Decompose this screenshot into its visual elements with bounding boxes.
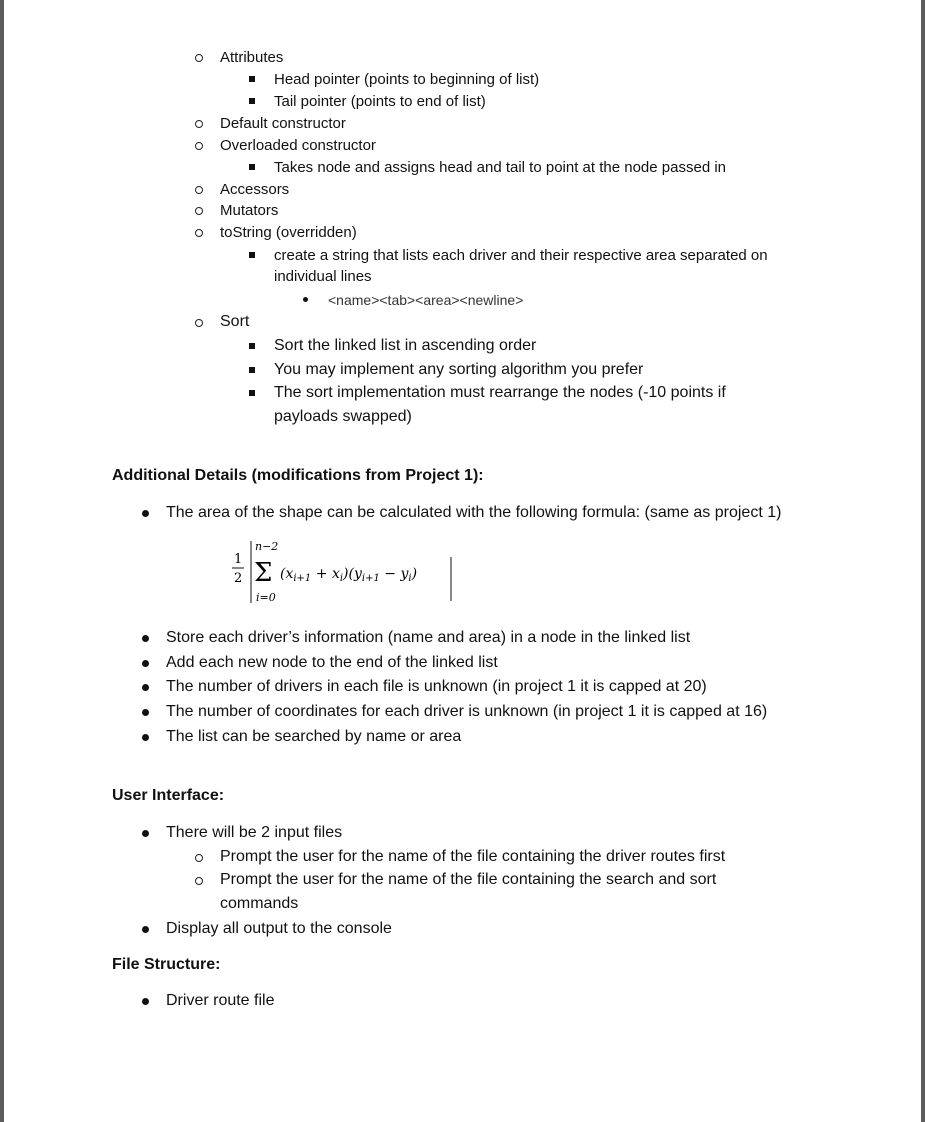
ui-sub-item-2-line-2: commands xyxy=(220,895,299,912)
circle-bullet xyxy=(195,120,203,128)
outline-sort-item-3-line-2: payloads swapped) xyxy=(274,408,412,425)
dot-bullet xyxy=(142,684,149,691)
dot-bullet xyxy=(142,926,149,933)
circle-bullet xyxy=(195,877,203,885)
file-structure-item-1: Driver route file xyxy=(166,992,275,1009)
outline-mutators: Mutators xyxy=(220,202,279,219)
page-right-edge xyxy=(921,0,925,1122)
additional-item-2: Add each new node to the end of the linked list xyxy=(166,654,498,671)
outline-head-pointer: Head pointer (points to beginning of list) xyxy=(274,71,540,88)
circle-bullet xyxy=(195,142,203,150)
formula-upper-limit: n−2 xyxy=(255,540,279,553)
outline-default-constructor: Default constructor xyxy=(220,115,346,132)
square-bullet xyxy=(249,76,255,82)
formula-body: $(x_{i+1} + x_i)(y_{i+1} - y_i)$ xyxy=(280,566,418,584)
outline-sort-item-3-line-1: The sort implementation must rearrange the nodes (-10 points if xyxy=(274,384,726,401)
formula-denominator: 2 xyxy=(234,571,243,586)
square-bullet xyxy=(249,164,255,170)
circle-bullet xyxy=(195,229,203,237)
outline-tostring-detail-1: create a string that lists each driver and their respective area separated on xyxy=(274,247,768,264)
circle-bullet xyxy=(195,319,203,327)
outline-attributes: Attributes xyxy=(220,49,284,66)
outline-sort: Sort xyxy=(220,313,250,330)
outline-sort-item-2: You may implement any sorting algorithm you prefer xyxy=(274,361,644,378)
additional-details-heading: Additional Details (modifications from Project 1): xyxy=(112,467,484,484)
outline-tostring: toString (overridden) xyxy=(220,224,357,241)
dot-bullet xyxy=(142,635,149,642)
circle-bullet xyxy=(195,207,203,215)
ui-item-2: Display all output to the console xyxy=(166,920,392,937)
outline-overloaded-constructor: Overloaded constructor xyxy=(220,137,376,154)
area-formula-intro: The area of the shape can be calculated with the following formula: (same as project 1) xyxy=(166,504,782,521)
square-bullet xyxy=(249,252,255,258)
square-bullet xyxy=(249,98,255,104)
page-left-edge xyxy=(0,0,4,1122)
dot-bullet xyxy=(303,297,308,302)
outline-sort-item-1: Sort the linked list in ascending order xyxy=(274,337,537,354)
ui-item-1: There will be 2 input files xyxy=(166,824,343,841)
user-interface-heading: User Interface: xyxy=(112,787,225,804)
additional-item-1: Store each driver’s information (name and area) in a node in the linked list xyxy=(166,629,691,646)
outline-tostring-detail-2: individual lines xyxy=(274,268,372,285)
formula-lower-limit: i=0 xyxy=(256,591,276,604)
square-bullet xyxy=(249,343,255,349)
ui-sub-item-1: Prompt the user for the name of the file containing the driver routes first xyxy=(220,848,726,865)
outline-overloaded-detail: Takes node and assigns head and tail to point at the node passed in xyxy=(274,159,726,176)
ui-sub-item-2-line-1: Prompt the user for the name of the file containing the search and sort xyxy=(220,871,717,888)
circle-bullet xyxy=(195,854,203,862)
dot-bullet xyxy=(142,510,149,517)
circle-bullet xyxy=(195,186,203,194)
dot-bullet xyxy=(142,998,149,1005)
outline-tail-pointer: Tail pointer (points to end of list) xyxy=(274,93,486,110)
square-bullet xyxy=(249,390,255,396)
circle-bullet xyxy=(195,54,203,62)
additional-item-4: The number of coordinates for each driver is unknown (in project 1 it is capped at 16) xyxy=(166,703,768,720)
dot-bullet xyxy=(142,660,149,667)
additional-item-5: The list can be searched by name or area xyxy=(166,728,462,745)
dot-bullet xyxy=(142,734,149,741)
dot-bullet xyxy=(142,830,149,837)
formula-numerator: 1 xyxy=(234,552,243,567)
area-formula xyxy=(230,537,460,607)
additional-item-3: The number of drivers in each file is unknown (in project 1 it is capped at 20) xyxy=(166,678,707,695)
square-bullet xyxy=(249,367,255,373)
outline-accessors: Accessors xyxy=(220,181,290,198)
file-structure-heading: File Structure: xyxy=(112,956,221,973)
summation-symbol: Σ xyxy=(254,558,273,588)
dot-bullet xyxy=(142,709,149,716)
outline-tostring-format: <name><tab><area><newline> xyxy=(328,292,524,308)
